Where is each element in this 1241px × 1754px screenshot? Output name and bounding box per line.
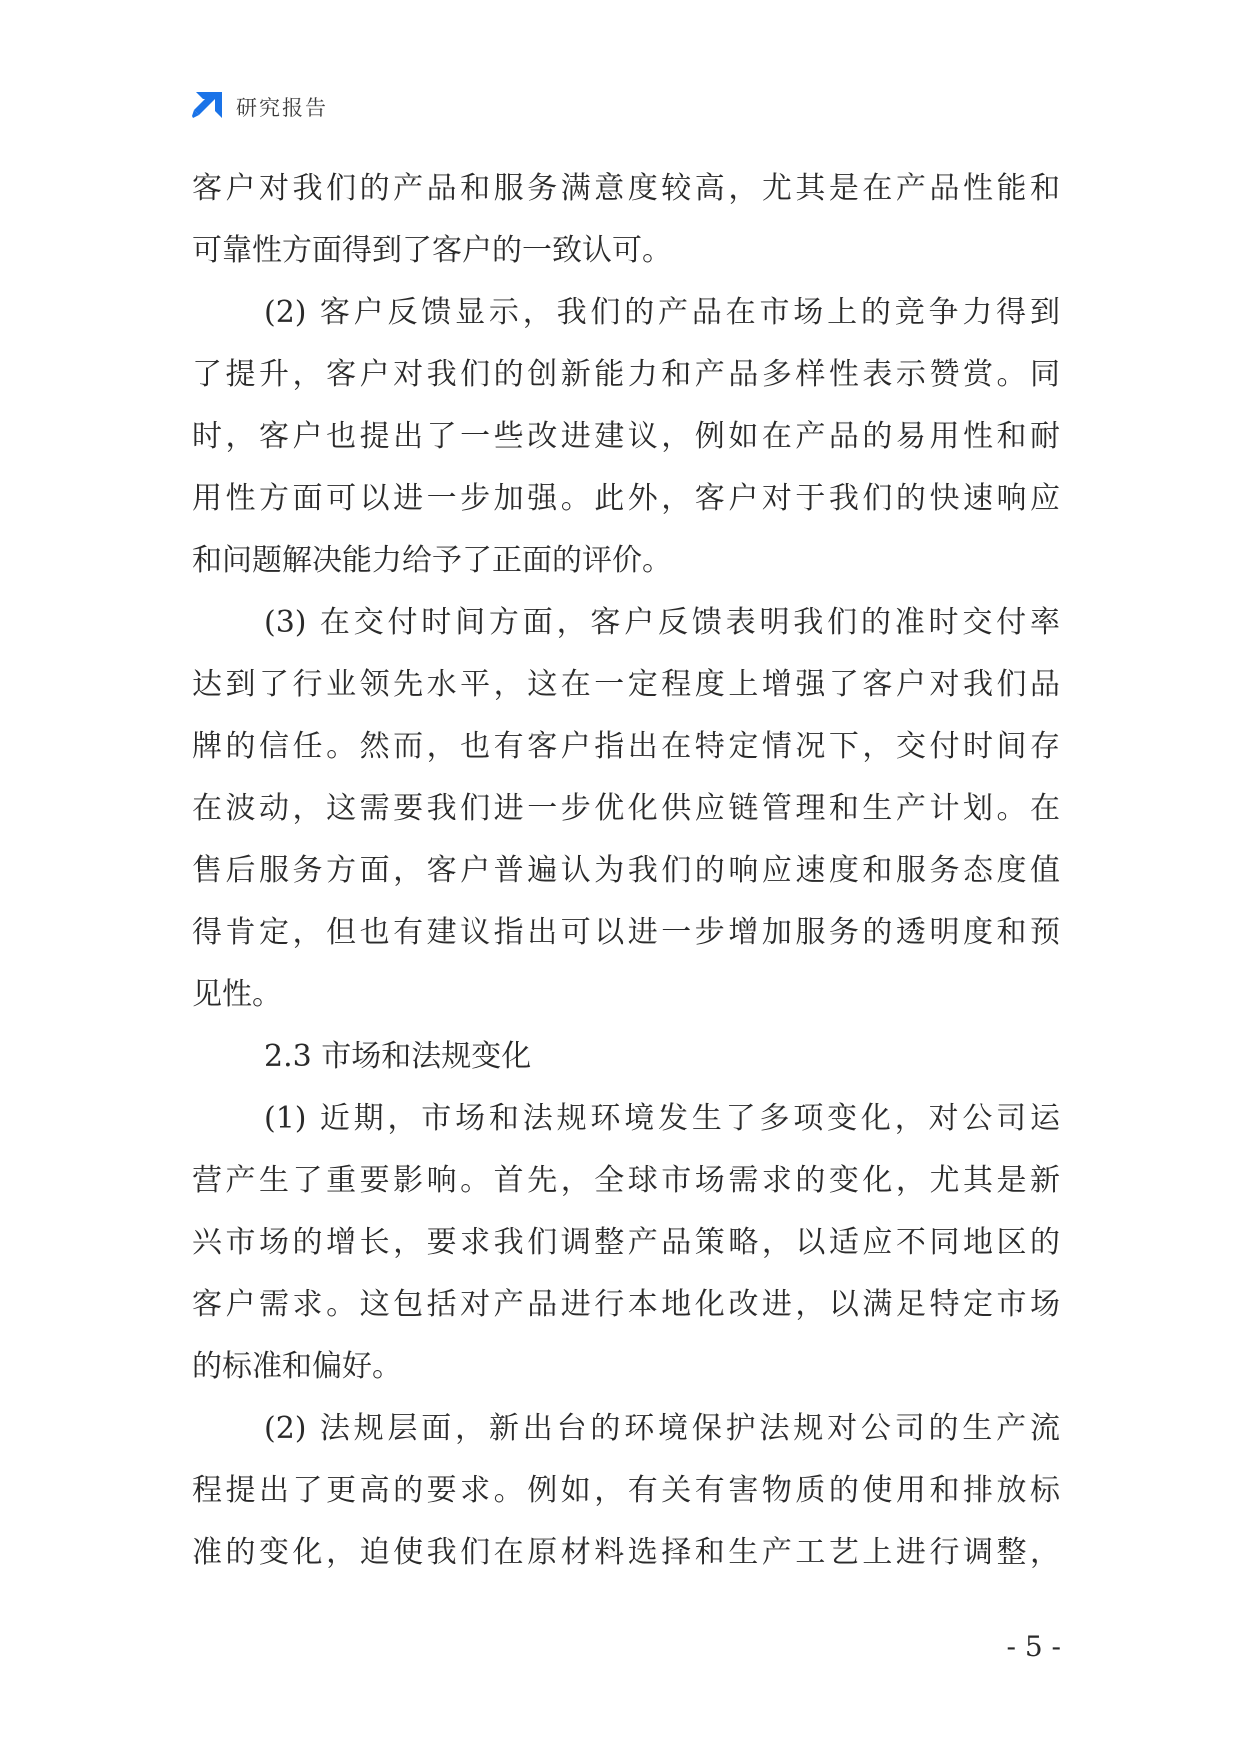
body-line: 牌的信任。然而，也有客户指出在特定情况下，交付时间存 bbox=[192, 729, 1060, 764]
body-line: 得肯定，但也有建议指出可以进一步增加服务的透明度和预 bbox=[192, 915, 1060, 950]
report-body bbox=[192, 158, 1060, 1584]
body-line: 和问题解决能力给予了正面的评价。 bbox=[192, 543, 672, 578]
body-line: 的标准和偏好。 bbox=[192, 1349, 402, 1384]
body-line: 兴市场的增长，要求我们调整产品策略，以适应不同地区的 bbox=[192, 1225, 1060, 1260]
body-line: 时，客户也提出了一些改进建议，例如在产品的易用性和耐 bbox=[192, 419, 1060, 454]
body-line: 营产生了重要影响。首先，全球市场需求的变化，尤其是新 bbox=[192, 1163, 1060, 1198]
body-line: 客户需求。这包括对产品进行本地化改进，以满足特定市场 bbox=[192, 1287, 1060, 1322]
arrow-up-right-icon bbox=[190, 90, 224, 124]
body-line: 见性。 bbox=[192, 977, 282, 1012]
body-line: 可靠性方面得到了客户的一致认可。 bbox=[192, 233, 672, 268]
paragraph-first-line: (2) 客户反馈显示，我们的产品在市场上的竞争力得到 bbox=[264, 295, 1060, 330]
body-line: 了提升，客户对我们的创新能力和产品多样性表示赞赏。同 bbox=[192, 357, 1060, 392]
section-heading: 2.3 市场和法规变化 bbox=[264, 1039, 532, 1074]
report-header bbox=[190, 90, 328, 124]
body-line: 准的变化，迫使我们在原材料选择和生产工艺上进行调整， bbox=[192, 1535, 1060, 1570]
body-line: 达到了行业领先水平，这在一定程度上增强了客户对我们品 bbox=[192, 667, 1060, 702]
body-line: 用性方面可以进一步加强。此外，客户对于我们的快速响应 bbox=[192, 481, 1060, 516]
paragraph-first-line: (3) 在交付时间方面，客户反馈表明我们的准时交付率 bbox=[264, 605, 1060, 640]
paragraph-first-line: (1) 近期，市场和法规环境发生了多项变化，对公司运 bbox=[264, 1101, 1060, 1136]
page-number: - 5 - bbox=[1006, 1630, 1061, 1663]
body-line: 售后服务方面，客户普遍认为我们的响应速度和服务态度值 bbox=[192, 853, 1060, 888]
paragraph-first-line: (2) 法规层面，新出台的环境保护法规对公司的生产流 bbox=[264, 1411, 1060, 1446]
header-title: 研究报告 bbox=[236, 96, 328, 120]
body-line: 程提出了更高的要求。例如，有关有害物质的使用和排放标 bbox=[192, 1473, 1060, 1508]
body-line: 客户对我们的产品和服务满意度较高，尤其是在产品性能和 bbox=[192, 171, 1060, 206]
body-line: 在波动，这需要我们进一步优化供应链管理和生产计划。在 bbox=[192, 791, 1060, 826]
